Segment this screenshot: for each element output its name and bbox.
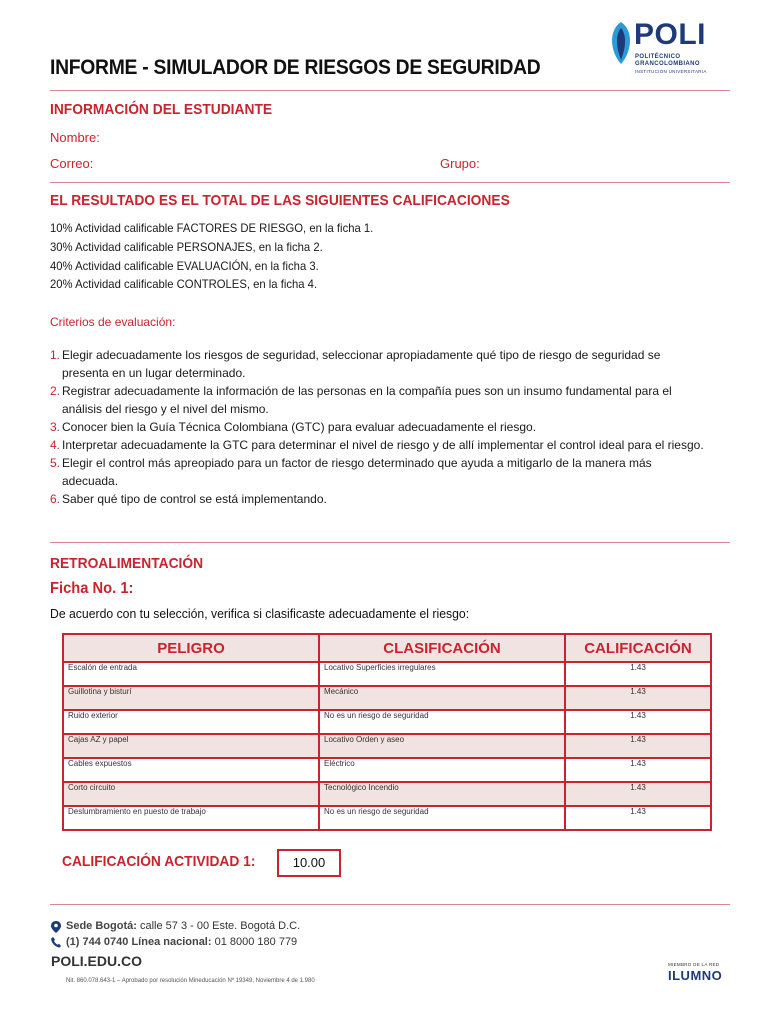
table-row (63, 686, 711, 710)
location-pin-icon (51, 921, 61, 933)
table-header-row (63, 634, 711, 662)
feedback-section-title: RETROALIMENTACIÓN (50, 555, 204, 572)
criteria-number: 4. (50, 438, 61, 452)
score-cell: 1.43 (565, 782, 711, 806)
sheet-title: Ficha No. 1: (50, 580, 134, 597)
classification-cell: No es un riesgo de seguridad (319, 806, 565, 830)
address-label: Sede Bogotá: (66, 920, 137, 932)
phone-number: (1) 744 0740 (66, 936, 129, 948)
group-label: Grupo: (440, 156, 480, 171)
phone-icon (51, 937, 61, 948)
score-cell: 1.43 (565, 710, 711, 734)
criteria-item (50, 382, 710, 418)
column-header-score: CALIFICACIÓN (565, 634, 711, 662)
criteria-item (50, 454, 710, 490)
ilumno-logo: ILUMNO (668, 968, 723, 983)
activity-score-label: CALIFICACIÓN ACTIVIDAD 1: (62, 853, 256, 870)
grade-line: 10% Actividad calificable FACTORES DE RIESGO, en la ficha 1. (50, 221, 374, 235)
classification-cell: Locativo Orden y aseo (319, 734, 565, 758)
criteria-number: 5. (50, 456, 61, 470)
criteria-text: Saber qué tipo de control se está implementando. (62, 492, 327, 506)
column-header-classification: CLASIFICACIÓN (319, 634, 565, 662)
table-row (63, 662, 711, 686)
criteria-item (50, 436, 710, 454)
footer-phone (66, 936, 297, 948)
footer-address (66, 920, 300, 932)
feedback-instruction: De acuerdo con tu selección, verifica si clasificaste adecuadamente el riesgo: (50, 606, 470, 621)
criteria-item (50, 490, 710, 508)
ilumno-member-label: MIEMBRO DE LA RED (668, 962, 720, 967)
logo-main-text: POLI (634, 18, 707, 51)
table-row (63, 806, 711, 830)
classification-cell: Tecnológico Incendio (319, 782, 565, 806)
criteria-number: 6. (50, 492, 61, 506)
address-text: calle 57 3 - 00 Este. Bogotá D.C. (139, 920, 301, 932)
classification-cell: No es un riesgo de seguridad (319, 710, 565, 734)
hazard-cell: Guillotina y bisturí (63, 686, 319, 710)
footer-legal: Nit. 860.078.643-1 – Aprobado por resolución Mineducación Nº 19349, Noviembre 4 de 1.980 (66, 978, 315, 984)
criteria-number: 2. (50, 384, 61, 398)
table-row (63, 734, 711, 758)
hazard-cell: Cables expuestos (63, 758, 319, 782)
criteria-title: Criterios de evaluación: (50, 315, 176, 329)
logo-line1: POLITÉCNICO (635, 54, 681, 60)
student-section-title: INFORMACIÓN DEL ESTUDIANTE (50, 101, 273, 118)
table-row (63, 758, 711, 782)
table-row (63, 710, 711, 734)
hazard-cell: Ruido exterior (63, 710, 319, 734)
grade-line: 40% Actividad calificable EVALUACIÓN, en la ficha 3. (50, 259, 319, 273)
score-cell: 1.43 (565, 686, 711, 710)
grades-section-title: EL RESULTADO ES EL TOTAL DE LAS SIGUIENTES CALIFICACIONES (50, 192, 510, 209)
criteria-text: Registrar adecuadamente la información de las personas en la compañía pues son un insumo fundamental para el análisis del riesgo y el nivel del mismo. (62, 384, 672, 416)
divider (50, 182, 730, 183)
criteria-number: 1. (50, 348, 61, 362)
footer-website[interactable]: POLI.EDU.CO (51, 953, 143, 969)
criteria-number: 3. (50, 420, 61, 434)
hazard-cell: Corto circuito (63, 782, 319, 806)
score-cell: 1.43 (565, 806, 711, 830)
national-line-label: Línea nacional: (131, 936, 212, 948)
activity-score-value: 10.00 (277, 849, 341, 877)
logo-line3: INSTITUCIÓN UNIVERSITARIA (635, 69, 707, 74)
feedback-table (62, 633, 712, 831)
column-header-hazard: PELIGRO (63, 634, 319, 662)
page-title: INFORME - SIMULADOR DE RIESGOS DE SEGURIDAD (50, 56, 541, 79)
classification-cell: Mecánico (319, 686, 565, 710)
score-cell: 1.43 (565, 758, 711, 782)
poli-logo (608, 18, 718, 88)
divider (50, 904, 730, 905)
score-cell: 1.43 (565, 734, 711, 758)
poli-emblem-icon (608, 20, 634, 66)
criteria-list (50, 346, 710, 508)
hazard-cell: Cajas AZ y papel (63, 734, 319, 758)
classification-cell: Locativo Superficies irregulares (319, 662, 565, 686)
criteria-text: Interpretar adecuadamente la GTC para determinar el nivel de riesgo y de allí implementar el control ideal para el riesgo. (62, 438, 704, 452)
hazard-cell: Escalón de entrada (63, 662, 319, 686)
criteria-text: Conocer bien la Guía Técnica Colombiana (GTC) para evaluar adecuadamente el riesgo. (62, 420, 537, 434)
hazard-cell: Deslumbramiento en puesto de trabajo (63, 806, 319, 830)
grade-line: 20% Actividad calificable CONTROLES, en la ficha 4. (50, 277, 318, 291)
table-row (63, 782, 711, 806)
score-cell: 1.43 (565, 662, 711, 686)
email-label: Correo: (50, 156, 94, 171)
classification-cell: Eléctrico (319, 758, 565, 782)
criteria-text: Elegir adecuadamente los riesgos de seguridad, seleccionar apropiadamente qué tipo de riesgo de seguridad se presenta en un lugar determinado. (62, 348, 661, 380)
criteria-item (50, 346, 710, 382)
criteria-item (50, 418, 710, 436)
name-label: Nombre: (50, 130, 100, 145)
criteria-text: Elegir el control más apreopiado para un factor de riesgo determinado que ayuda a mitigarlo de la manera más adecuada. (62, 456, 652, 488)
grade-line: 30% Actividad calificable PERSONAJES, en la ficha 2. (50, 240, 323, 254)
logo-line2: GRANCOLOMBIANO (635, 61, 700, 67)
divider (50, 90, 730, 91)
divider (50, 542, 730, 543)
national-line-number: 01 8000 180 779 (214, 936, 298, 948)
